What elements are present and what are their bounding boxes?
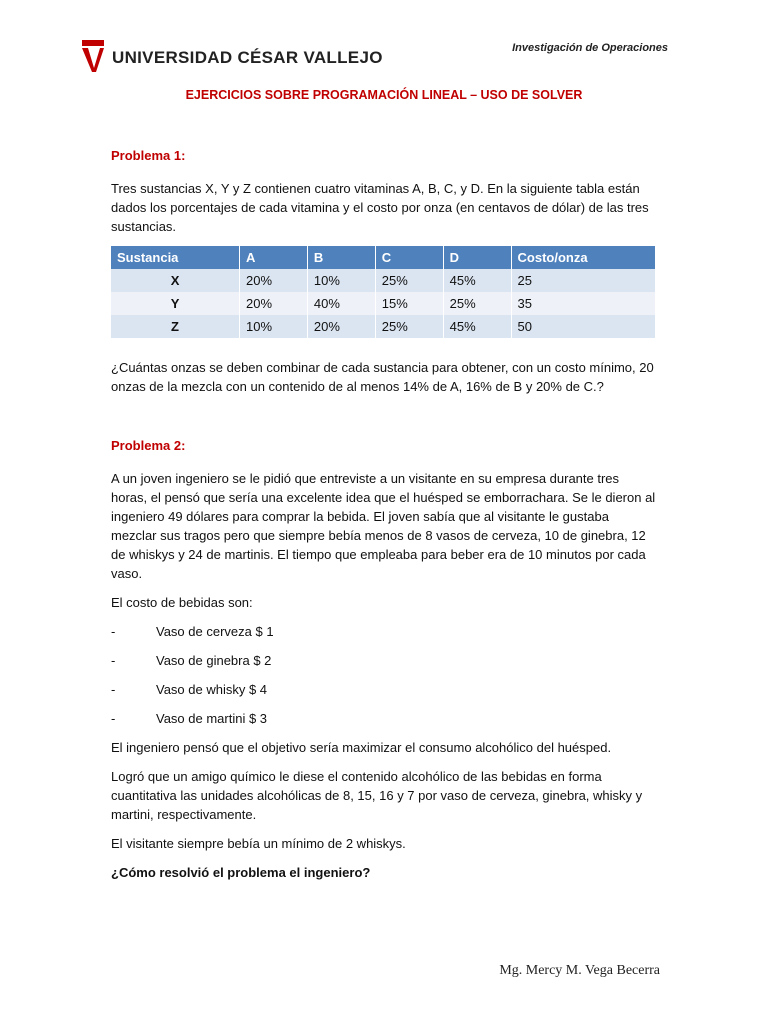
table-header-cell: Costo/onza	[511, 246, 655, 269]
list-item-label: Vaso de ginebra $ 2	[156, 653, 272, 668]
drink-cost-list	[111, 622, 656, 728]
list-item: - Vaso de whisky $ 4	[111, 682, 268, 697]
table-cell: 25	[511, 269, 655, 292]
table-cell: 35	[511, 292, 655, 315]
problem-1-question: ¿Cuántas onzas se deben combinar de cada sustancia para obtener, con un costo mínimo, 20 onzas de la mezcla con un contenido de al menos 14% de A, 16% de B y 20% de C.?	[111, 360, 654, 394]
table-header-cell: D	[443, 246, 511, 269]
list-item: - Vaso de martini $ 3	[111, 711, 268, 726]
list-item-label: Vaso de whisky $ 4	[156, 682, 268, 697]
page-header	[80, 34, 668, 74]
table-cell: Y	[111, 292, 240, 315]
table-cell: 50	[511, 315, 655, 338]
author-signature: Mg. Mercy M. Vega Becerra	[499, 963, 660, 978]
table-row	[111, 269, 656, 292]
problem-2-question: ¿Cómo resolvió el problema el ingeniero?	[111, 865, 371, 880]
table-header-cell: A	[240, 246, 308, 269]
university-name: UNIVERSIDAD CÉSAR VALLEJO	[112, 48, 383, 67]
table-header-cell: C	[375, 246, 443, 269]
course-name: Investigación de Operaciones	[512, 42, 668, 54]
objective-text: El ingeniero pensó que el objetivo sería maximizar el consumo alcohólico del huésped.	[111, 740, 612, 755]
min-whisky-text: El visitante siempre bebía un mínimo de 2 whiskys.	[111, 836, 406, 851]
table-cell: 40%	[307, 292, 375, 315]
section-spacer	[111, 406, 656, 436]
table-cell: 45%	[443, 315, 511, 338]
table-cell: 10%	[307, 269, 375, 292]
list-item: - Vaso de cerveza $ 1	[111, 624, 274, 639]
problem-2-intro: A un joven ingeniero se le pidió que entreviste a un visitante en su empresa durante tres horas, el pensó que sería una excelente idea que el huésped se emborrachara. Se le dieron al ingeniero 49 dólares para comprar la bebida. El joven sabía que al visitante le gustaba mezclar sus tragos pero que siempre bebía menos de 8 vasos de cerveza, 10 de ginebra, 12 de whiskys y 24 de martinis. El tiempo que empleaba para beber era de 10 minutos por cada vaso.	[111, 471, 656, 581]
table-cell: X	[111, 269, 240, 292]
problem-1-heading: Problema 1:	[111, 148, 186, 163]
problem-2-heading: Problema 2:	[111, 438, 186, 453]
table-row	[111, 292, 656, 315]
table-cell: Z	[111, 315, 240, 338]
list-item: - Vaso de ginebra $ 2	[111, 653, 272, 668]
table-row	[111, 315, 656, 338]
page-title: EJERCICIOS SOBRE PROGRAMACIÓN LINEAL – USO DE SOLVER	[185, 88, 583, 102]
table-cell: 45%	[443, 269, 511, 292]
table-cell: 20%	[307, 315, 375, 338]
table-header-cell: Sustancia	[111, 246, 240, 269]
table-cell: 10%	[240, 315, 308, 338]
table-cell: 25%	[375, 315, 443, 338]
list-item-label: Vaso de martini $ 3	[156, 711, 268, 726]
list-item-label: Vaso de cerveza $ 1	[156, 624, 274, 639]
table-cell: 20%	[240, 292, 308, 315]
table-cell: 15%	[375, 292, 443, 315]
alcohol-content-text: Logró que un amigo químico le diese el contenido alcohólico de las bebidas en forma cuantitativa las unidades alcohólicas de 8, 15, 16 y 7 por vaso de cerveza, ginebra, whisky y martini, respectivamente.	[111, 769, 643, 822]
table-cell: 20%	[240, 269, 308, 292]
document-body	[111, 146, 656, 892]
table-header-row	[111, 246, 656, 269]
problem-1-intro: Tres sustancias X, Y y Z contienen cuatro vitaminas A, B, C, y D. En la siguiente tabla están dados los porcentajes de cada vitamina y el costo por onza (en centavos de dólar) de las tres sustancias.	[111, 181, 649, 234]
vitamin-table	[111, 246, 656, 338]
table-header-cell: B	[307, 246, 375, 269]
costs-intro: El costo de bebidas son:	[111, 595, 253, 610]
table-cell: 25%	[443, 292, 511, 315]
university-logo-icon	[80, 38, 106, 74]
table-cell: 25%	[375, 269, 443, 292]
